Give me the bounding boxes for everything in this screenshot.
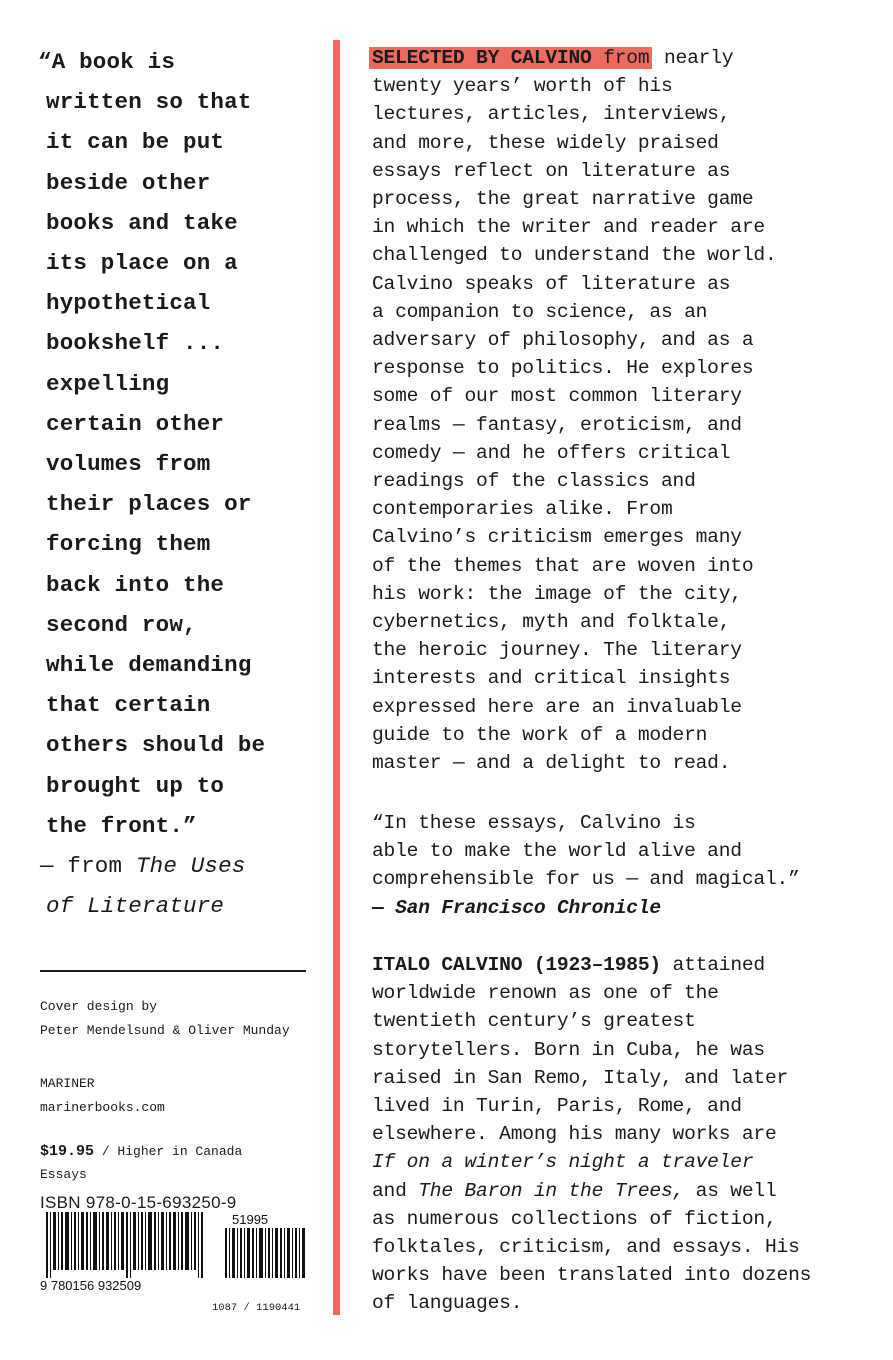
bio-line: twentieth century’s greatest <box>372 1010 696 1033</box>
bio-line: lived in Turin, Paris, Rome, and <box>372 1095 742 1118</box>
description-line: interests and critical insights <box>372 667 731 690</box>
description-line: his work: the image of the city, <box>372 582 742 605</box>
quote-line: while demanding <box>46 652 252 679</box>
bio-line: works have been translated into dozens <box>372 1264 812 1287</box>
description-line: readings of the classics and <box>372 470 696 493</box>
quote-line: bookshelf ... <box>46 330 225 357</box>
quote-line: it can be put <box>46 129 225 156</box>
price: $19.95 <box>40 1143 95 1160</box>
author-bio <box>372 951 887 1318</box>
review-quote <box>372 809 887 922</box>
quote-line: certain other <box>46 410 225 437</box>
quote-line: volumes from <box>46 451 211 478</box>
description-line: guide to the work of a modern <box>372 723 708 746</box>
publisher-website: marinerbooks.com <box>40 1100 165 1115</box>
bio-first-line: ITALO CALVINO (1923–1985) attained <box>372 954 765 976</box>
description-line: response to politics. He explores <box>372 357 754 380</box>
bio-line: worldwide renown as one of the <box>372 982 719 1005</box>
description-line: contemporaries alike. From <box>372 498 673 521</box>
horizontal-rule <box>40 970 306 972</box>
bio-line: folktales, criticism, and essays. His <box>372 1236 800 1259</box>
description-line: of the themes that are woven into <box>372 554 754 577</box>
quote-line: that certain <box>46 692 211 719</box>
description-first-line: SELECTED BY CALVINO from nearly <box>372 44 887 72</box>
cover-designers: Peter Mendelsund & Oliver Munday <box>40 1023 290 1038</box>
bio-line: storytellers. Born in Cuba, he was <box>372 1038 765 1061</box>
quote-line: forcing them <box>46 531 211 558</box>
description-line: the heroic journey. The literary <box>372 639 742 662</box>
description-line: master — and a delight to read. <box>372 752 731 775</box>
description-line: realms — fantasy, eroticism, and <box>372 413 742 436</box>
quote-line: “A book is <box>38 49 176 75</box>
quote-attribution-title: of Literature <box>46 893 225 920</box>
barcode <box>40 1212 310 1292</box>
description-line: some of our most common literary <box>372 385 742 408</box>
description-line: a companion to science, as an <box>372 300 708 323</box>
quote-line: books and take <box>46 209 238 236</box>
quote-line: back into the <box>46 571 225 598</box>
quote-line: brought up to <box>46 772 225 799</box>
bio-line: elsewhere. Among his many works are <box>372 1123 777 1146</box>
price-note: / Higher in Canada <box>94 1144 243 1159</box>
highlight-label: SELECTED BY CALVINO from <box>369 47 652 69</box>
review-source: — San Francisco Chronicle <box>372 896 661 919</box>
barcode-number: 9 780156 932509 <box>40 1278 142 1292</box>
description-line: twenty years’ worth of his <box>372 75 673 98</box>
bio-line: and The Baron in the Trees, as well <box>372 1179 777 1202</box>
description-line: and more, these widely praised <box>372 131 719 154</box>
description-line: challenged to understand the world. <box>372 244 777 267</box>
review-line: “In these essays, Calvino is <box>372 812 696 834</box>
bio-line: as numerous collections of fiction, <box>372 1207 777 1230</box>
description-line: process, the great narrative game <box>372 188 754 211</box>
red-divider-bar <box>333 40 340 1315</box>
print-code: 1087 / 1190441 <box>212 1302 301 1314</box>
quote-line: the front.” <box>46 812 197 839</box>
publisher-name: MARINER <box>40 1076 95 1091</box>
description-line: cybernetics, myth and folktale, <box>372 611 731 634</box>
quote-line: its place on a <box>46 250 238 277</box>
quote-line: hypothetical <box>46 290 211 317</box>
barcode-graphic <box>40 1212 310 1292</box>
quote-line: beside other <box>46 169 211 196</box>
cover-design-label: Cover design by <box>40 999 158 1014</box>
description-line: adversary of philosophy, and as a <box>372 329 754 352</box>
bio-book-title: If on a winter’s night a traveler <box>372 1151 754 1174</box>
author-name: ITALO CALVINO (1923–1985) <box>372 954 661 976</box>
book-description <box>372 44 887 777</box>
pull-quote <box>40 42 320 926</box>
review-line: able to make the world alive and <box>372 840 742 863</box>
review-line: comprehensible for us — and magical.” <box>372 868 800 891</box>
description-line: Calvino’s criticism emerges many <box>372 526 742 549</box>
quote-attribution: — from The Uses <box>40 853 246 880</box>
description-line: comedy — and he offers critical <box>372 441 731 464</box>
description-line: Calvino speaks of literature as <box>372 272 731 295</box>
quote-line: expelling <box>46 370 170 397</box>
description-line: lectures, articles, interviews, <box>372 103 731 126</box>
quote-line: their places or <box>46 491 252 518</box>
quote-line: others should be <box>46 732 266 759</box>
description-line: essays reflect on literature as <box>372 159 731 182</box>
price-line <box>40 1140 242 1164</box>
bio-book-title: The Baron in the Trees, <box>418 1179 685 1202</box>
description-line: in which the writer and reader are <box>372 216 765 239</box>
quote-line: second row, <box>46 611 197 638</box>
bio-line: of languages. <box>372 1292 523 1315</box>
bio-line: raised in San Remo, Italy, and later <box>372 1066 789 1089</box>
barcode-addon-number: 51995 <box>232 1212 269 1227</box>
isbn: ISBN 978-0-15-693250-9 <box>40 1193 237 1212</box>
description-line: expressed here are an invaluable <box>372 695 742 718</box>
quote-line: written so that <box>46 89 252 116</box>
category: Essays <box>40 1167 87 1182</box>
